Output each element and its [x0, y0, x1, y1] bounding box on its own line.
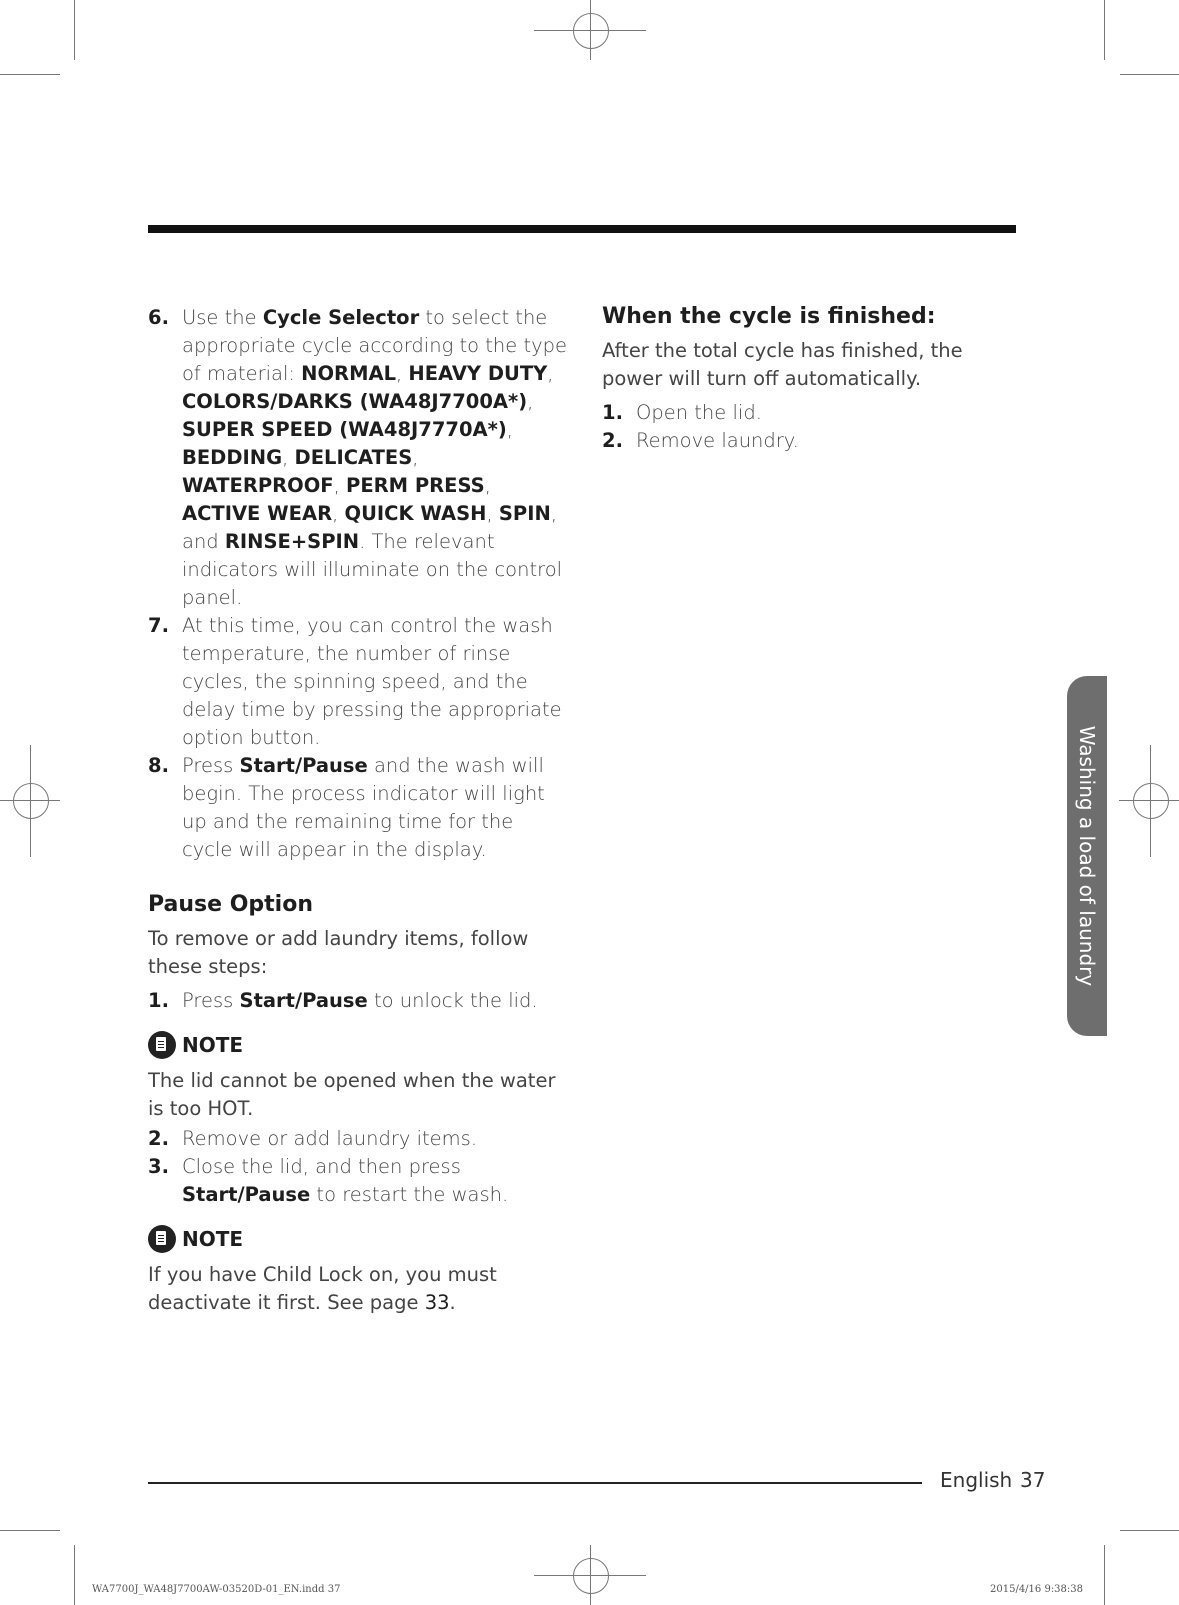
text-run: to restart the wash.: [310, 1183, 509, 1206]
pause-intro: To remove or add laundry items, follow these steps:: [148, 927, 529, 978]
text-run: Press: [182, 754, 240, 777]
crop-mark: [74, 0, 75, 60]
step-list: [148, 987, 568, 1015]
keyword: QUICK WASH: [344, 502, 487, 525]
keyword: Start/Pause: [239, 989, 368, 1012]
registration-mark: [573, 13, 609, 49]
crop-mark: [1120, 1530, 1179, 1531]
step-list: [148, 1125, 568, 1209]
step-number: 1.: [148, 989, 169, 1012]
step-list: [148, 304, 568, 864]
list-item: [148, 1153, 568, 1209]
list-item: [148, 752, 568, 864]
step-number: 6.: [148, 306, 169, 329]
text-run: At this time, you can control the wash temperature, the number of rinse cycles, the spinning speed, and the delay time by pressing the appropriate option button.: [182, 614, 562, 749]
keyword: PERM PRESS: [346, 474, 485, 497]
page-number: 37: [1020, 1468, 1046, 1492]
text-run: Use the: [182, 306, 263, 329]
step-number: 8.: [148, 754, 169, 777]
header-rule: [148, 225, 1016, 233]
section-tab-label: Washing a load of laundry: [1075, 725, 1099, 987]
text-run: ,: [396, 362, 409, 385]
keyword: RINSE+SPIN: [224, 530, 360, 553]
step-number: 1.: [602, 401, 623, 424]
text-run: ,: [506, 418, 513, 441]
note-label: NOTE: [182, 1033, 244, 1057]
crop-mark: [0, 74, 60, 75]
note-text: [148, 1261, 568, 1317]
text-run: Press: [182, 989, 240, 1012]
step-text: [182, 306, 567, 609]
keyword: Cycle Selector: [262, 306, 420, 329]
step-number: 2.: [602, 429, 623, 452]
text-run: to select the appropriate cycle according to the type of material:: [182, 306, 568, 385]
crop-mark: [1104, 1545, 1105, 1605]
text-run: ,: [332, 502, 345, 525]
text-run: ,: [282, 446, 295, 469]
crop-mark: [1104, 0, 1105, 60]
text-run: ,: [486, 502, 499, 525]
keyword: BEDDING: [182, 446, 283, 469]
left-column: [148, 304, 568, 1319]
note-icon: [148, 1031, 176, 1059]
list-item: [148, 304, 568, 612]
keyword: DELICATES: [294, 446, 413, 469]
note-text: The lid cannot be opened when the water is too HOT.: [148, 1069, 556, 1120]
print-slug-file: WA7700J_WA48J7700AW-03520D-01_EN.indd 37: [92, 1584, 341, 1595]
note-icon: [148, 1225, 176, 1253]
right-column: [602, 304, 1022, 455]
crop-mark: [74, 1545, 75, 1605]
keyword: NORMAL: [301, 362, 396, 385]
step-text: [182, 1127, 477, 1150]
text-run: , and: [182, 502, 558, 553]
text-run: ,: [547, 362, 554, 385]
text-run: ,: [412, 446, 419, 469]
keyword: COLORS/DARKS (WA48J7700A*): [182, 390, 528, 413]
text-run: Open the lid.: [636, 401, 762, 424]
step-number: 2.: [148, 1127, 169, 1150]
crop-mark: [1120, 74, 1179, 75]
list-item: [602, 427, 1022, 455]
text-run: . The relevant indicators will illuminate on the control panel.: [182, 530, 563, 609]
text-run: and the wash will begin. The process indicator will light up and the remaining time for the cycle will appear in the display.: [182, 754, 545, 861]
cycle-finished-intro: After the total cycle has finished, the power will turn off automatically.: [602, 339, 963, 390]
keyword: SUPER SPEED (WA48J7770A*): [182, 418, 507, 441]
note-heading: [148, 1225, 568, 1253]
step-number: 7.: [148, 614, 169, 637]
registration-mark: [13, 783, 49, 819]
step-text: [636, 429, 799, 452]
step-list: [602, 399, 1022, 455]
step-text: [182, 1155, 508, 1206]
keyword: ACTIVE WEAR: [182, 502, 333, 525]
text-run: ,: [527, 390, 534, 413]
note-label: NOTE: [182, 1227, 244, 1251]
keyword: Start/Pause: [239, 754, 368, 777]
note-text-post: .: [449, 1291, 456, 1314]
text-run: Remove or add laundry items.: [182, 1127, 478, 1150]
page-reference-link[interactable]: 33: [424, 1291, 450, 1314]
step-text: [636, 401, 762, 424]
registration-mark: [573, 1558, 609, 1594]
step-text: [182, 989, 538, 1012]
text-run: ,: [484, 474, 491, 497]
keyword: SPIN: [498, 502, 551, 525]
section-side-tab: [1067, 676, 1107, 1036]
footer-language: English: [940, 1468, 1013, 1492]
keyword: Start/Pause: [182, 1183, 311, 1206]
step-text: [182, 614, 562, 749]
footer-rule: [148, 1482, 922, 1484]
keyword: HEAVY DUTY: [408, 362, 548, 385]
cycle-finished-heading: When the cycle is finished:: [602, 304, 936, 329]
text-run: Close the lid, and then press: [182, 1155, 461, 1178]
text-run: to unlock the lid.: [367, 989, 538, 1012]
registration-mark: [1133, 783, 1169, 819]
crop-mark: [0, 1530, 60, 1531]
pause-option-heading: Pause Option: [148, 892, 313, 917]
list-item: [148, 612, 568, 752]
note-text-pre: If you have Child Lock on, you must deactivate it first. See page: [148, 1263, 497, 1314]
list-item: [602, 399, 1022, 427]
list-item: [148, 1125, 568, 1153]
text-run: ,: [333, 474, 347, 497]
keyword: WATERPROOF: [182, 474, 334, 497]
note-heading: [148, 1031, 568, 1059]
step-number: 3.: [148, 1155, 169, 1178]
step-text: [182, 754, 545, 861]
list-item: [148, 987, 568, 1015]
print-slug-date: 2015/4/16 9:38:38: [990, 1584, 1084, 1595]
text-run: Remove laundry.: [636, 429, 799, 452]
